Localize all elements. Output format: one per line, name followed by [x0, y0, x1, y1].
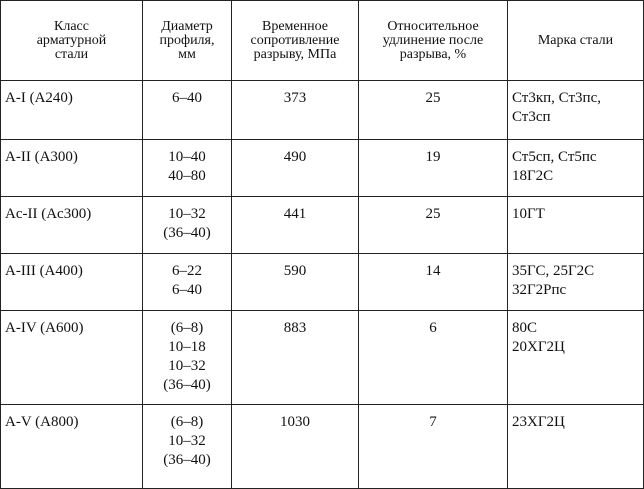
table-row — [1, 81, 644, 140]
header-row — [1, 1, 644, 81]
diameter-value: 10–18 — [168, 339, 206, 355]
table-row — [1, 197, 644, 254]
elongation-cell: 6 — [359, 311, 508, 405]
header-steel-class — [1, 1, 143, 81]
grade-cell — [508, 254, 644, 311]
diameter-value: 10–32 — [168, 433, 206, 449]
header-tensile-strength — [232, 1, 359, 81]
elongation-cell: 14 — [359, 254, 508, 311]
header-text: арматурной — [36, 32, 107, 48]
steel-class-cell: A-V (A800) — [1, 405, 143, 489]
grade-value: Ст3кп, Ст3пс, — [512, 90, 601, 106]
header-text: разрыву, МПа — [253, 46, 337, 62]
diameter-value: 6–40 — [172, 90, 202, 106]
table-body — [1, 81, 644, 489]
header-text: стали — [54, 46, 89, 62]
steel-class-cell: A-I (A240) — [1, 81, 143, 140]
header-text: мм — [178, 46, 196, 62]
grade-value: 32Г2Рпс — [512, 282, 567, 298]
strength-cell: 590 — [232, 254, 359, 311]
diameter-value: (36–40) — [163, 377, 211, 393]
grade-value: 35ГС, 25Г2С — [512, 263, 595, 279]
steel-class-cell: A-III (A400) — [1, 254, 143, 311]
header-diameter — [143, 1, 232, 81]
header-text: сопротивление — [250, 32, 340, 48]
strength-cell: 373 — [232, 81, 359, 140]
diameter-cell — [143, 197, 232, 254]
strength-cell: 883 — [232, 311, 359, 405]
diameter-cell — [143, 254, 232, 311]
table-header — [1, 1, 644, 81]
header-text: Относительное — [387, 18, 479, 34]
diameter-cell — [143, 140, 232, 197]
diameter-value: 6–22 — [172, 263, 202, 279]
grade-cell — [508, 405, 644, 489]
diameter-value: (6–8) — [170, 414, 204, 430]
diameter-value: 40–80 — [168, 168, 206, 184]
grade-value: 10ГТ — [512, 206, 545, 222]
diameter-value: 10–40 — [168, 149, 206, 165]
header-text: Класс — [54, 18, 89, 34]
elongation-cell: 25 — [359, 197, 508, 254]
elongation-cell: 19 — [359, 140, 508, 197]
diameter-value: 10–32 — [168, 358, 206, 374]
grade-value: 23ХГ2Ц — [512, 414, 565, 430]
diameter-cell — [143, 81, 232, 140]
grade-value: Ст3сп — [512, 109, 551, 125]
diameter-value: 10–32 — [168, 206, 206, 222]
diameter-value: 6–40 — [172, 282, 202, 298]
steel-class-cell: A-II (A300) — [1, 140, 143, 197]
header-steel-grade — [508, 1, 644, 81]
header-text: разрыва, % — [399, 46, 467, 62]
grade-cell — [508, 81, 644, 140]
grade-value: 80С — [512, 320, 538, 336]
grade-cell — [508, 140, 644, 197]
diameter-value: (36–40) — [163, 452, 211, 468]
diameter-cell — [143, 311, 232, 405]
header-text: Временное — [262, 18, 328, 34]
steel-class-cell: A-IV (A600) — [1, 311, 143, 405]
diameter-cell — [143, 405, 232, 489]
grade-cell — [508, 311, 644, 405]
elongation-cell: 7 — [359, 405, 508, 489]
grade-value: Ст5сп, Ст5пс — [512, 149, 597, 165]
header-text: Диаметр — [161, 18, 213, 34]
strength-cell: 490 — [232, 140, 359, 197]
elongation-cell: 25 — [359, 81, 508, 140]
table-row — [1, 140, 644, 197]
strength-cell: 441 — [232, 197, 359, 254]
diameter-value: (6–8) — [170, 320, 204, 336]
diameter-value: (36–40) — [163, 225, 211, 241]
grade-cell — [508, 197, 644, 254]
steel-class-cell: Ac-II (Ac300) — [1, 197, 143, 254]
grade-value: 20ХГ2Ц — [512, 339, 565, 355]
header-text: Марка стали — [537, 32, 614, 48]
strength-cell: 1030 — [232, 405, 359, 489]
table-row — [1, 254, 644, 311]
table-row — [1, 405, 644, 489]
header-text: профиля, — [159, 32, 215, 48]
table-row — [1, 311, 644, 405]
header-text: удлинение после — [382, 32, 484, 48]
grade-value: 18Г2С — [512, 168, 554, 184]
header-elongation — [359, 1, 508, 81]
